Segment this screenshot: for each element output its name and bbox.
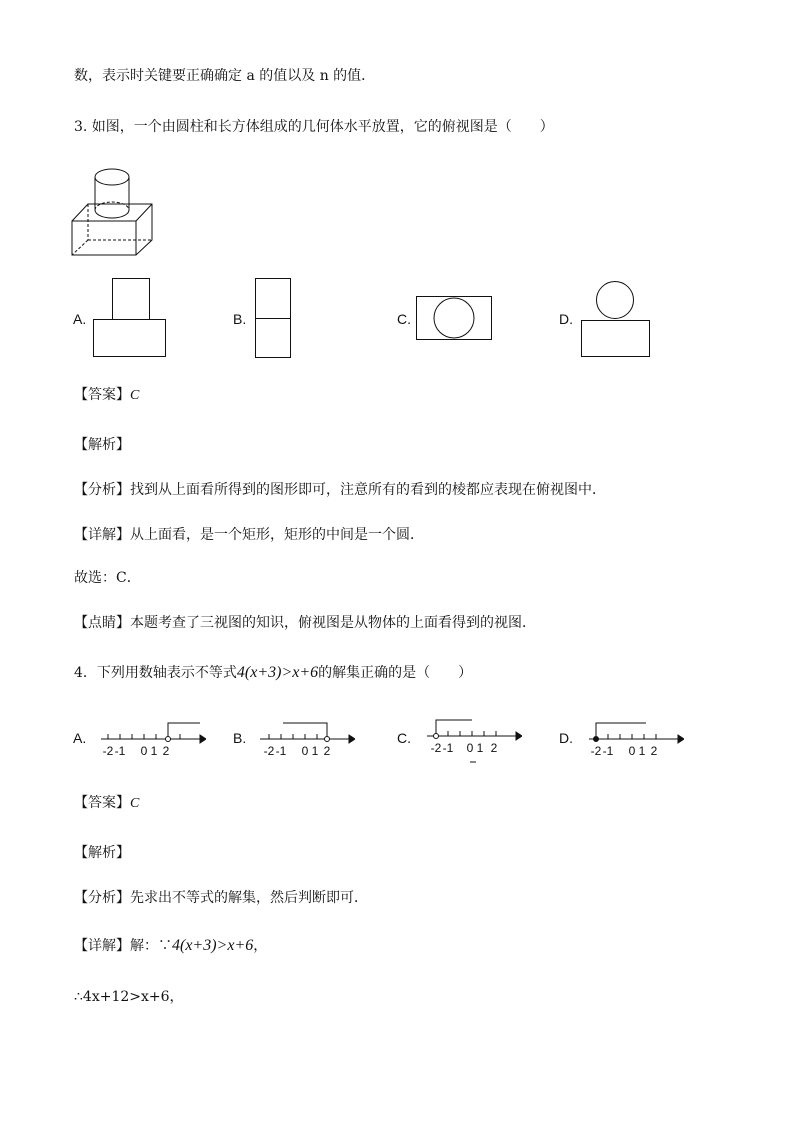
tick-label: 0 xyxy=(466,741,474,755)
solid-figure xyxy=(68,164,158,258)
q3-xiangjie: 【详解】从上面看，是一个矩形，矩形的中间是一个圆． xyxy=(74,527,424,543)
option-c-label[interactable]: C. xyxy=(397,730,411,746)
option-b-label[interactable]: B. xyxy=(233,730,247,746)
option-a-label[interactable]: A. xyxy=(73,311,87,327)
q3-answer: 【答案】C xyxy=(74,387,140,403)
question-3-stem: 3. 如图，一个由圆柱和长方体组成的几何体水平放置，它的俯视图是（ ） xyxy=(74,119,554,135)
option-d-label[interactable]: D. xyxy=(559,311,573,327)
tick-label: 1 xyxy=(638,744,646,758)
tick-label: -1 xyxy=(114,744,126,758)
tick-label: 1 xyxy=(150,744,158,758)
option-d-figure xyxy=(580,281,654,359)
tick-label: 2 xyxy=(323,744,331,758)
option-a-label[interactable]: A. xyxy=(73,730,87,746)
tick-label: -2 xyxy=(102,744,114,758)
q4-analysis-heading: 【解析】 xyxy=(74,845,130,861)
option-b-number-line xyxy=(255,719,355,761)
tick-label: -2 xyxy=(590,744,602,758)
tick-label: 2 xyxy=(650,744,658,758)
tick-label: -2 xyxy=(263,744,275,758)
q3-dianjing: 【点睛】本题考查了三视图的知识，俯视图是从物体的上面看得到的视图． xyxy=(74,615,536,631)
tick-label: 0 xyxy=(140,744,148,758)
q4-fenxi: 【分析】先求出不等式的解集，然后判断即可． xyxy=(74,890,368,906)
option-a-number-line xyxy=(96,719,206,761)
q4-step: ∴4x+12>x+6， xyxy=(74,989,184,1005)
option-c-label[interactable]: C. xyxy=(397,311,411,327)
option-b-label[interactable]: B. xyxy=(233,311,247,327)
tick-label: -1 xyxy=(275,744,287,758)
tick-label: 2 xyxy=(490,741,498,755)
tick-label: 2 xyxy=(162,744,170,758)
tick-label: -2 xyxy=(430,741,442,755)
option-a-figure xyxy=(92,278,168,358)
option-c-number-line xyxy=(422,716,522,766)
tick-label: 0 xyxy=(301,744,309,758)
q4-answer: 【答案】C xyxy=(74,795,140,811)
option-d-label[interactable]: D. xyxy=(559,730,573,746)
tick-label: 0 xyxy=(628,744,636,758)
tick-label: 1 xyxy=(476,741,484,755)
text-line: 数，表示时关键要正确确定 a 的值以及 n 的值． xyxy=(74,68,376,84)
tick-label: -1 xyxy=(602,744,614,758)
q3-fenxi: 【分析】找到从上面看所得到的图形即可，注意所有的看到的棱都应表现在俯视图中． xyxy=(74,482,606,498)
option-c-figure xyxy=(416,296,494,342)
tick-label: -1 xyxy=(442,741,454,755)
tick-label: 1 xyxy=(311,744,319,758)
q4-xiangjie: 【详解】解：∵4(x+3)>x+6， xyxy=(74,937,268,954)
q3-choice: 故选：C． xyxy=(74,570,141,586)
q3-analysis-heading: 【解析】 xyxy=(74,437,130,453)
option-b-figure xyxy=(255,278,293,359)
option-d-number-line xyxy=(584,719,684,761)
question-4-stem: 4．下列用数轴表示不等式4(x+3)>x+6的解集正确的是（ ） xyxy=(74,664,473,681)
